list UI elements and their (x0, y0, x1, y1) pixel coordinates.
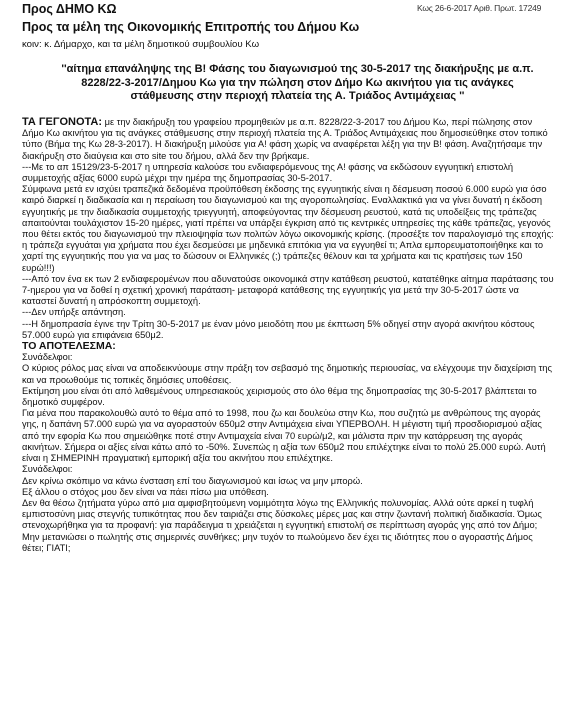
body-paragraph: Για μένα που παρακολουθώ αυτό το θέμα από το 1998, που ζω και δουλεύω στην Κω, που συζητώ με ανθρώπους της αγοράς γης, η δαπάνη 57.000 ευρώ για να αγοραστούν 650μ2 στην Αντιμάχεια είναι ΥΠΕΡΒΟΛΗ. Η μέγιστη τιμή προσδιορισμού αξίας από την εφορία Κω που σημειώθηκε ποτέ στην Αντιμαχεία είναι 70 ευρώ/μ2, και μάλιστα πριν την κατάρρευση της αγοράς ακινήτων. Σήμερα οι αξίες είναι κάτω από το -50%. Συνεπώς η αξία των 650μ2 που επιλέχτηκε είναι το πολύ 25.000 ευρώ. Αυτή είναι η ΣΗΜΕΡΙΝΗ πραγματική εμπορική αξία του ακινήτου που επιλέχτηκε. (22, 408, 546, 464)
body-paragraph: Συνάδελφοι: (22, 352, 73, 363)
body-paragraph: ---Με το απ 15129/23-5-2017 η υπηρεσία καλούσε του ενδιαφερόμενους της Α! φάσης να εκδώσουν εγγυητική επιστολή συμμετοχής αξίας 6000 ευρώ μέχρι την ημέρα της δημοπρασίας 30-5-2017. (22, 161, 514, 184)
letter-body (22, 117, 555, 554)
body-paragraph: Δεν κρίνω σκόπιμο να κάνω ένσταση επί του διαγωνισμού και ίσως να μην μπορώ. (22, 475, 363, 486)
recipient-line: Προς ΔΗΜΟ ΚΩ (22, 2, 117, 16)
body-paragraph: ---Από τον ένα εκ των 2 ενδιαφερομένων που αδυνατούσε οικονομικά στην κατάθεση ρευστού, κατατέθηκε αίτημα παράτασης του 7-ημερου για να δοθεί η σχετική χρονική παράταση- μεταφορά κατάθεσης της εγγυητικής για μετά την 30-5-2017 ώστε να καταστεί δυνατή η απρόσκοπτη συμμετοχή. (22, 273, 554, 307)
body-paragraph: Δεν θα θέσω ζητήματα γύρω από μια αμφισβητούμενη νομιμότητα λόγω της Ελληνικής πολυνομίας. Αλλά ούτε αρκεί η τυφλή εμπιστοσύνη μιας στεγνής τυπικότητας που δεν ταιριάζει στις δύσκολες μέρες μας και στην ζωντανή πολιτική διαδικασία. Όμως στενοχωρήθηκα για τα προφανή: για παράδειγμα τι χρειάζεται η εγγυητική επιστολή σε περίπτωση αγοράς γης από τον Δήμο; Μην μετανιώσει ο πωλητής στις σημερινές συνθήκες; μην τυχόν το πωλούμενο δεν έχει τις ιδιότητες που ο αγοραστής Δήμος θέτει; ΓΙΑΤΙ; (22, 497, 542, 553)
body-paragraph: ---Δεν υπήρξε απάντηση. (22, 307, 126, 318)
body-paragraph: Συνάδελφοι: (22, 464, 73, 475)
body-paragraph: Ο κύριος ρόλος μας είναι να αποδεικνύουμε στην πράξη τον σεβασμό της δημοτικής περιουσίας, να ελέγχουμε την διαχείριση της και να προωθούμε τις τοπικές δημόσιες υποθέσεις. (22, 363, 552, 385)
body-paragraph: Σύμφωνα μετά εν ισχύει τραπεζικά δεδομένα προϋπόθεση έκδοσης της εγγυητικής είναι η δέσμευση ποσού 6.000 ευρώ για όσο καιρό διαρκεί η διαδικασία και η περαίωση του διαγωνισμού και της αγοροπωλησίας. Εναλλακτικά για να γίνει δυνατή η έκδοση εγγυητικής με την διαδικασία συμμετοχής τριεγγυητή, αποφεύγοντας την δέσμευση ρευστού, κατά τις υποδείξεις της τράπεζας απαιτούνται τουλάχιστον 15-20 ημέρες, γιατί πρέπει να υπάρξει έγκριση από τις κεντρικές υπηρεσίες της κάθε τράπεζας, γεγονός που θέτει εκτός του διαγωνισμού την πλειοψηφία των πολιτών λόγω οικονομικής κρίσης. (προσέξτε τον παραλογισμό της εποχής: η τράπεζα εγγυάται για χρήματα που έχει δεσμεύσει με μηδενικά επιτόκια για να εγγυηθεί τι; Απλα εμπορευματοποιήθηκε και το χαρτί της εγγυητικής που για να μας το δώσουν οι Ελληνικές (;) τράπεζες θέλουν και τα χρήματα και τις κρατήσεις των 150 ευρώ!!!) (22, 184, 554, 273)
facts-intro: με την διακήρυξη του γραφείου προμηθειών με α.π. 8228/22-3-2017 του Δήμου Κω, περί πώλησης στον Δήμο Κω ακινήτου για τις ανάγκες στάθμευσης στην περιοχή πλατεία της Α. Τριάδος Αντιμάχειας που δημοσιεύθηκε στον τοπικό τύπο (Βήμα της Κω 28-3-2017). Η διακήρυξη μιλούσε για Α! φάση χωρίς να αναφέρεται λέξη για την Β! φάση. Αναζητήσαμε την διακήρυξη στο διαύγεια και στο site του δήμου, αλλά δεν την βρήκαμε. (22, 117, 548, 161)
body-paragraph: ---Η δημοπρασία έγινε την Τρίτη 30-5-2017 με έναν μόνο μειοδότη που με έκπτωση 5% οδηγεί στην αγορά ακινήτου κόστους 57.000 ευρώ για επιφάνεια 650μ2. (22, 318, 535, 340)
result-heading: ΤΟ ΑΠΟΤΕΛΕΣΜΑ: (22, 340, 116, 353)
recipient-committee-line: Προς τα μέλη της Οικονομικής Επιτροπής του Δήμου Κω (22, 20, 360, 34)
body-paragraph: Εξ άλλου ο στόχος μου δεν είναι να πάει πίσω μια υπόθεση. (22, 486, 269, 497)
body-paragraph: Εκτίμηση μου είναι ότι από λαθεμένους υπηρεσιακούς χειρισμούς στο όλο θέμα της δημοπρασίας της 30-5-2017 βλάπτεται το δημοτικό συμφέρον. (22, 385, 537, 408)
protocol-stamp: Κως 26-6-2017 Αριθ. Πρωτ. 17249 (417, 3, 542, 13)
cc-line: κοιν: κ. Δήμαρχο, και τα μέλη δημοτικού συμβουλίου Κω (22, 39, 260, 50)
facts-paragraph (22, 117, 555, 162)
facts-heading: ΤΑ ΓΕΓΟΝΟΤΑ: (22, 116, 103, 128)
subject-heading: ''αίτημα επανάληψης της Β! Φάσης του διαγωνισμού της 30-5-2017 της διακήρυξης με α.π. 8228/22-3-2017/Δημου Κω για την πώληση στον Δήμο Κω ακινήτου για τις ανάγκες στάθμευσης στην περιοχή πλατεία της Α. Τριάδος Αντιμάχειας '' (61, 63, 534, 102)
